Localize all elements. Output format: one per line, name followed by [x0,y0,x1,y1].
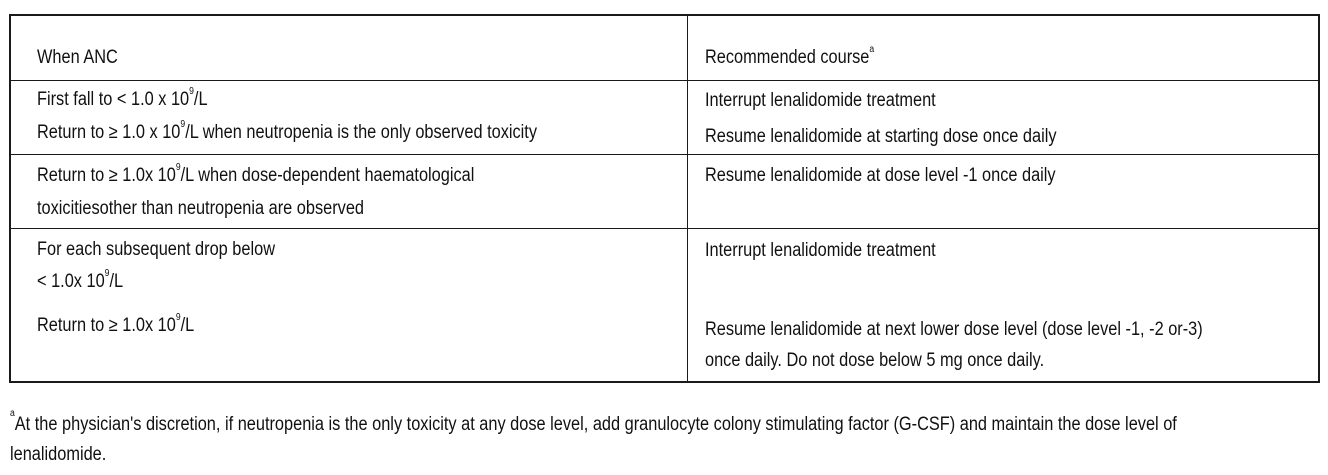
column-divider [687,16,688,381]
footnote-marker: a [869,44,875,55]
row2-condition-2: toxicitiesother than neutropenia are observed [37,198,365,219]
row1-condition-1: First fall to < 1.0 x $10^9/L$ [37,86,208,110]
row1-course-2: Resume lenalidomide at starting dose once daily [705,126,1057,147]
row-divider [11,80,1318,81]
footnote-marker: a [10,408,15,419]
row3-condition-2: < 1.0x $10^9/L$ [37,268,124,292]
row3-condition-1: For each subsequent drop below [37,239,275,260]
dose-adjustment-table [9,14,1320,383]
header-when-anc: When ANC [37,47,118,68]
row3-course-2: Resume lenalidomide at next lower dose level (dose level -1, -2 or-3) [705,319,1203,340]
row3-course-1: Interrupt lenalidomide treatment [705,240,936,261]
row-divider [11,154,1318,155]
row2-condition-1: Return to ≥ 1.0x $10^9/L$ when dose-dependent haematological [37,162,475,186]
row1-course-1: Interrupt lenalidomide treatment [705,90,936,111]
row3-course-3: once daily. Do not dose below 5 mg once daily. [705,350,1045,371]
row-divider [11,228,1318,229]
row1-condition-2: Return to ≥ 1.0 x $10^9/L$ when neutropenia is the only observed toxicity [37,119,538,143]
row3-condition-3: Return to ≥ 1.0x $10^9/L$ [37,312,195,336]
row2-course-1: Resume lenalidomide at dose level -1 once daily [705,165,1056,186]
header-recommended-course: Recommended course$^a$ [705,44,875,68]
table-footnote: $^a$At the physician's discretion, if neutropenia is the only toxicity at any dose level, add granulocyte colony stimulating factor (G-CSF) and maintain the dose level of lenalidomide. [10,408,1177,465]
